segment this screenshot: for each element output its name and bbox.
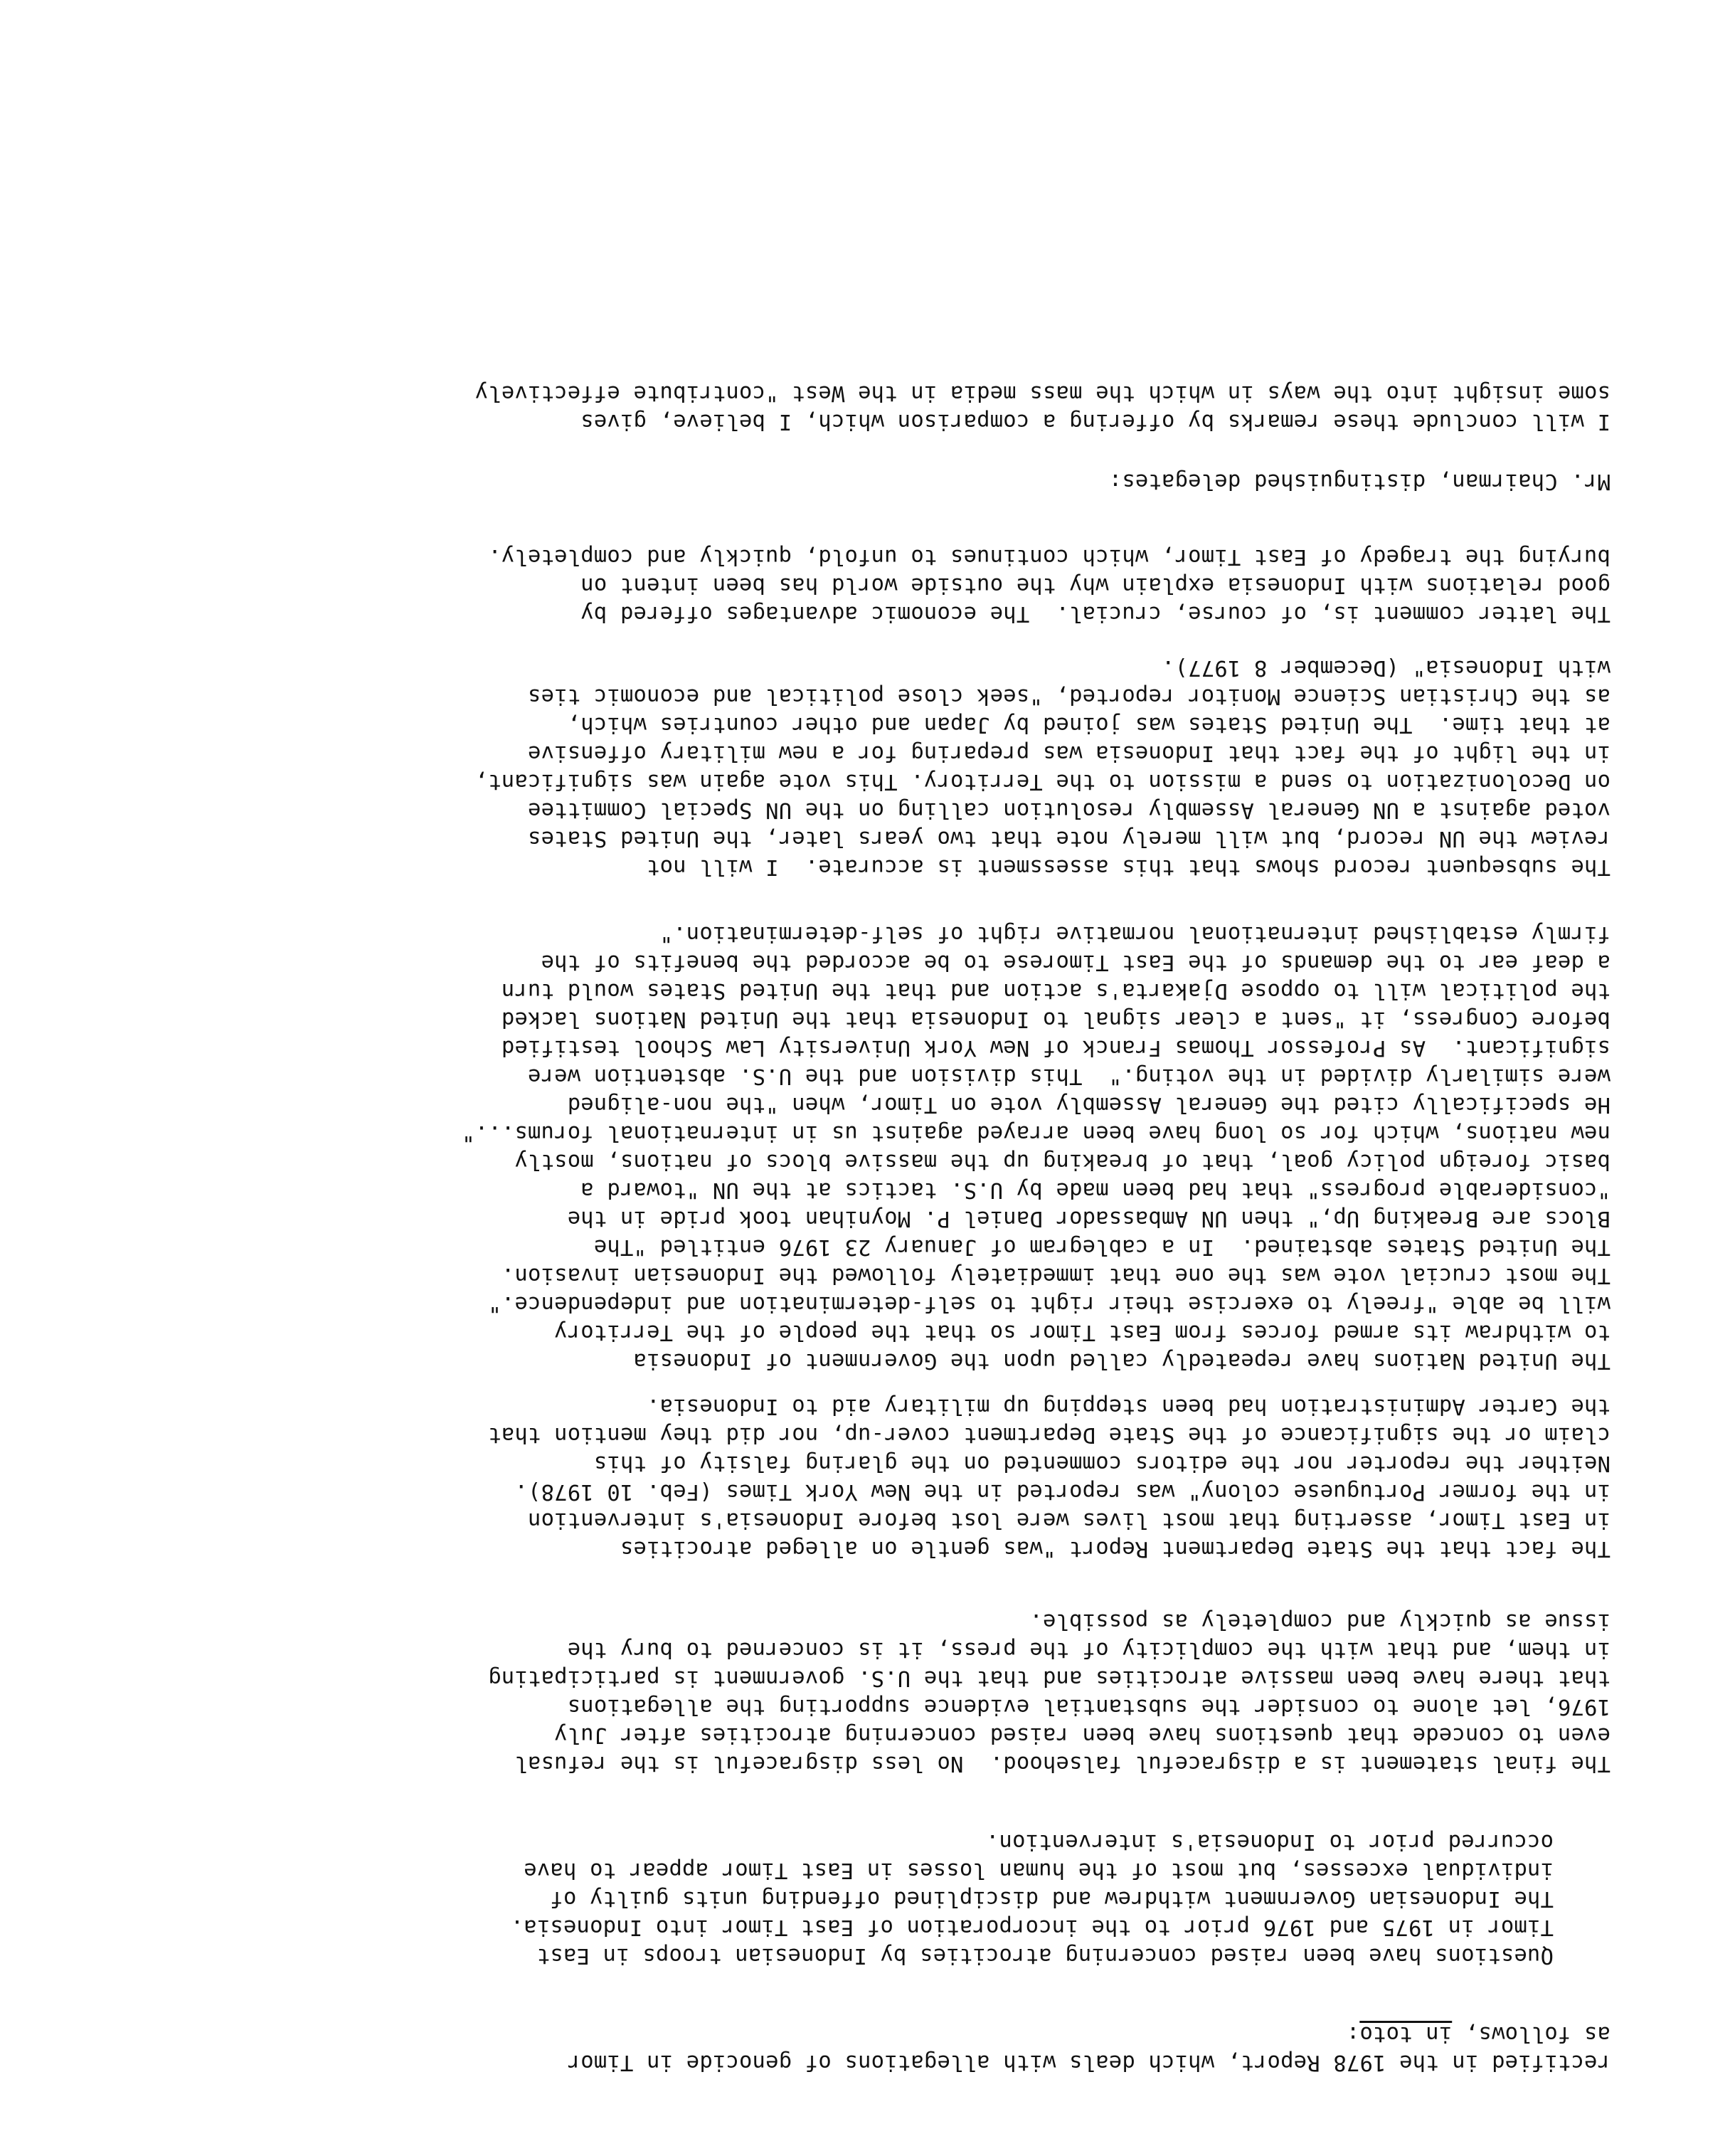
text-line: The latter comment is, of course, crucial. The economic advantages offered by [580,601,1610,626]
text-line: in the light of the fact that Indonesia was preparing for a new military offensive [527,741,1610,766]
text-line: in East Timor, asserting that most lives were lost before Indonesia's intervention [527,1508,1610,1533]
underlined-phrase: in toto [1359,2022,1453,2046]
text-line: "considerable progress" that had been made by U.S. tactics at the UN "toward a [580,1178,1610,1203]
text-line: 1976, let alone to consider the substantial evidence supporting the allegations [567,1694,1610,1719]
text-line: on Decolonization to send a mission to the Territory. This vote again was significant, [474,769,1610,794]
intro-paragraph [124,2019,1610,2076]
text-segment: as follows, [1452,2022,1610,2046]
text-line: individual excesses, but most of the human losses in East Timor appear to have [524,1858,1554,1883]
salutation [124,467,1610,495]
text-line: Mr. Chairman, distinguished delegates: [1108,469,1610,494]
text-line: before Congress, it "sent a clear signal to Indonesia that the United Nations lacked [501,1007,1610,1032]
text-line: some insight into the ways in which the mass media in the West "contribute effectively [474,381,1610,406]
text-line: claim or the significance of the State Department cover-up, nor did they mention that [488,1422,1610,1447]
text-line: were similarly divided in the voting." This division and the U.S. abstention were [527,1064,1610,1089]
text-line: review the UN record, but will merely note that two years later, the United States [527,826,1610,851]
text-line: significant. As Professor Thomas Franck of New York University Law School testified [501,1035,1610,1060]
paragraph-conclusion [124,379,1610,435]
text-line: Timor in 1975 and 1976 prior to the incorporation of East Timor into Indonesia. [510,1915,1554,1940]
paragraph-falsehood [124,1607,1610,1777]
text-line: in the former Portuguese colony" was reported in the New York Times (Feb. 10 1978). [514,1479,1610,1504]
text-line: will be able "freely to exercise their right to self-determination and independence." [488,1291,1610,1316]
text-line: good relations with Indonesia explain why the outside world has been intent on [580,573,1610,598]
text-line: firmly established international normative right of self-determination." [659,921,1610,946]
text-line: even to concede that questions have been raised concerning atrocities after July [553,1723,1610,1748]
text-line: He specifically cited the General Assembly vote on Timor, when "the non-aligned [567,1092,1610,1117]
text-line: The United Nations have repeatedly called upon the Government of Indonesia [633,1348,1610,1373]
text-line: The subsequent record shows that this assessment is accurate. I will not [646,855,1610,879]
text-line: voted against a UN General Assembly resolution calling on the UN Special Committee [527,798,1610,823]
paragraph-latter-comment [124,542,1610,628]
text-line: new nations, which for so long have been arrayed against us in international forums..." [462,1121,1610,1146]
text-line: a deaf ear to the demands of the East Timorese to be accorded the benefits of the [541,950,1610,975]
paragraph-united-nations [124,919,1610,1375]
text-line: in them, and that with the complicity of the press, it is concerned to bury the [567,1637,1610,1662]
text-line: The fact that the State Department Report "was gentle on alleged atrocities [620,1536,1610,1561]
text-line: The most crucial vote was the one that immediately followed the Indonesian invasion. [501,1263,1610,1288]
text-line: Neither the reporter nor the editors commented on the glaring falsity of this [593,1451,1610,1476]
text-line: basic foreign policy goal, that of breaking up the massive blocs of nations, mostly [514,1149,1610,1174]
text-line: I will conclude these remarks by offering a comparison which, I believe, gives [580,409,1610,434]
text-line: issue as quickly and completely as possible. [1029,1609,1610,1634]
text-line: at that time. The United States was joined by Japan and other countries which, [567,712,1610,737]
paragraph-subsequent-record [124,653,1610,881]
text-line: Blocs are Breaking Up," then UN Ambassador Daniel P. Moynihan took pride in the [567,1206,1610,1231]
text-line [124,2019,1610,2048]
text-line: The Indonesian Government withdrew and disciplined offending units guilty of [550,1886,1554,1911]
text-line: to withdraw its armed forces from East Timor so that the people of the Territory [553,1320,1610,1345]
text-line: the political will to oppose Djakarta's action and that the United States would turn [501,978,1610,1003]
text-line: occurred prior to Indonesia's intervention. [985,1829,1554,1854]
text-line: as the Christian Science Monitor reported, "seek close political and economic ties [527,684,1610,709]
quoted-report-paragraph [124,1827,1554,1970]
paragraph-state-department [124,1392,1610,1563]
text-line: rectified in the 1978 Report, which deals with allegations of genocide in Timor [567,2050,1610,2075]
text-line: burying the tragedy of East Timor, which continues to unfold, quickly and completely. [488,544,1610,569]
text-line: The final statement is a disgraceful falsehood. No less disgraceful is the refusal [514,1751,1610,1776]
text-line: the Carter Administration had been stepping up military aid to Indonesia. [646,1394,1610,1419]
text-line: that there have been massive atrocities and that the U.S. government is participating [488,1666,1610,1691]
text-line: Questions have been raised concerning atrocities by Indonesian troops in East [536,1943,1554,1968]
text-line: with Indonesia" (December 8 1977). [1161,655,1610,680]
text-line: The United States abstained. In a cablegram of January 23 1976 entitled "The [593,1235,1610,1259]
text-segment: : [1346,2022,1360,2046]
